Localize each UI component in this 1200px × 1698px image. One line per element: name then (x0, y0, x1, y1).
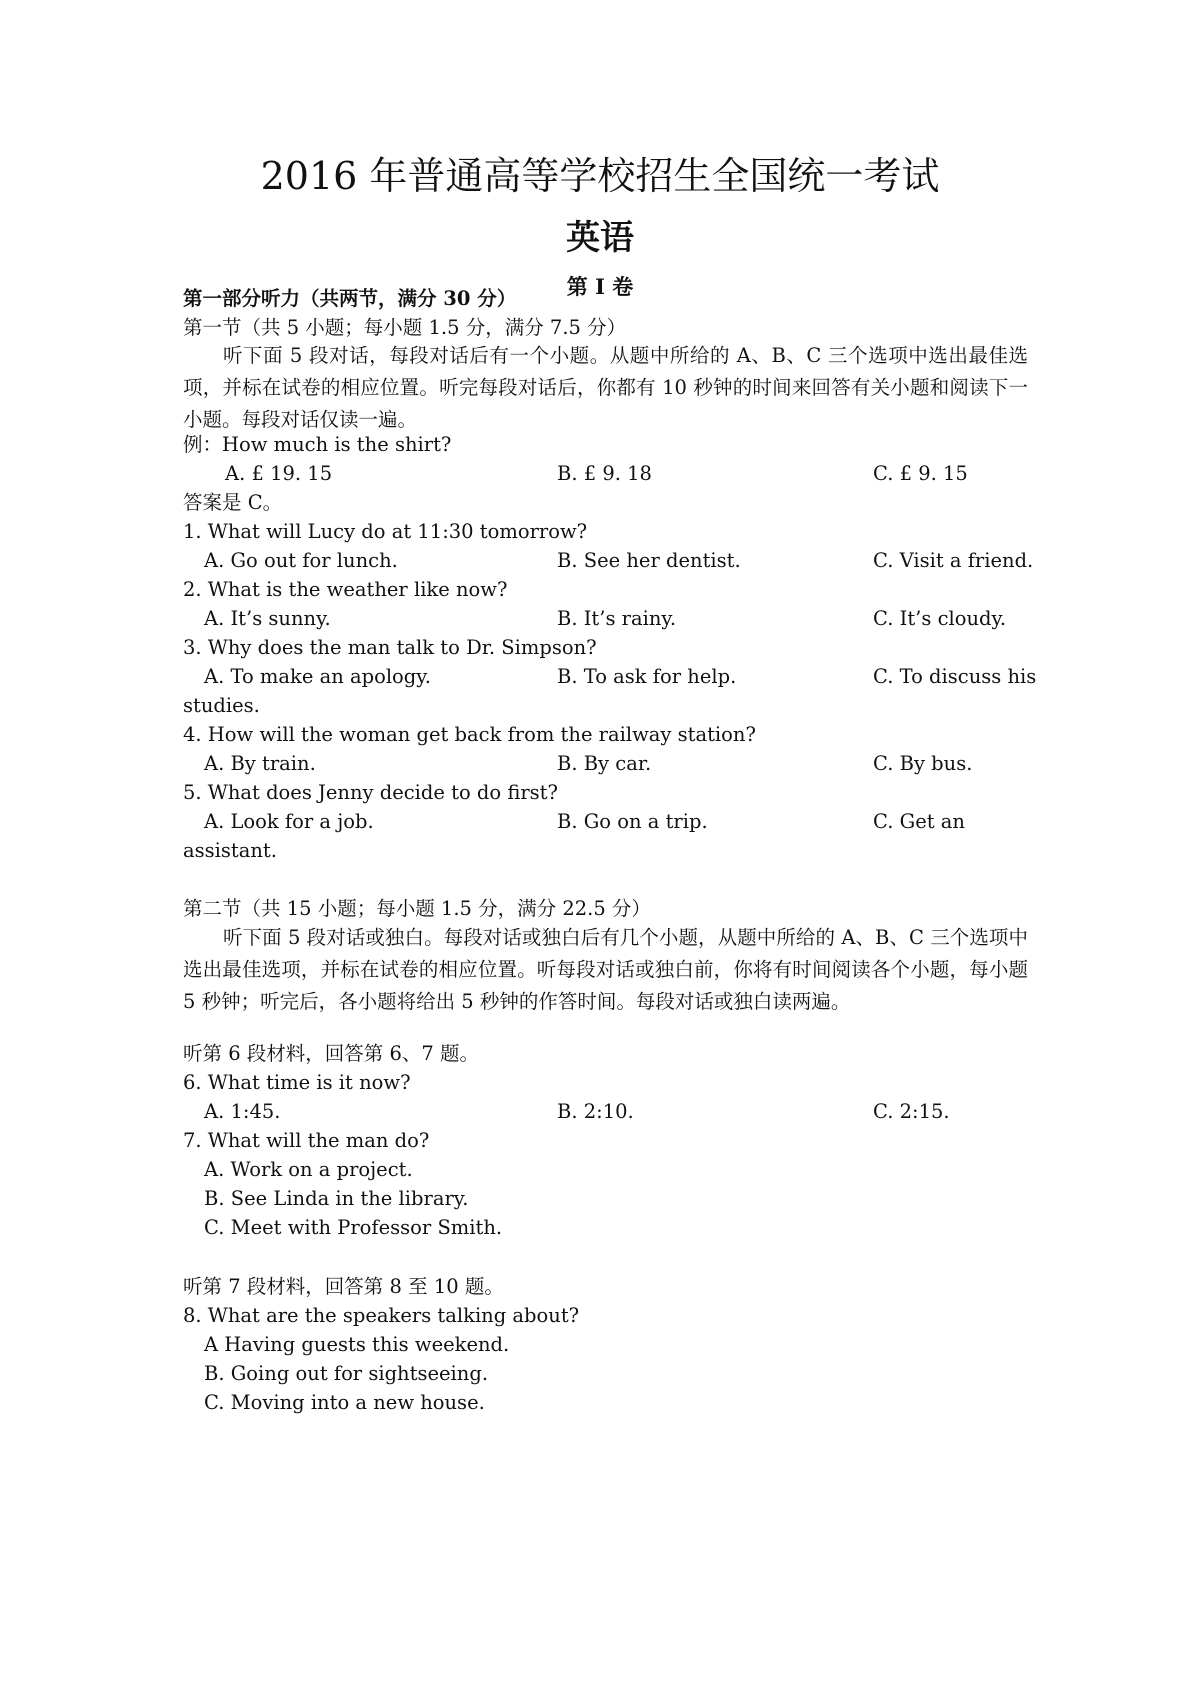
q8-option-a: A Having guests this weekend. (204, 1333, 510, 1356)
q4-option-c: C. By bus. (873, 752, 973, 775)
question-6: 6. What time is it now? (183, 1071, 411, 1094)
q5-option-c: C. Get an (873, 810, 965, 833)
question-1: 1. What will Lucy do at 11:30 tomorrow? (183, 520, 588, 543)
example-answer: 答案是 C。 (183, 491, 283, 514)
question-7: 7. What will the man do? (183, 1129, 430, 1152)
exam-title: 2016 年普通高等学校招生全国统一考试 (260, 154, 940, 198)
section1-heading: 第一节（共 5 小题；每小题 1.5 分，满分 7.5 分） (183, 316, 627, 339)
q8-option-b: B. Going out for sightseeing. (204, 1362, 489, 1385)
q8-option-c: C. Moving into a new house. (204, 1391, 485, 1414)
q7-option-a: A. Work on a project. (204, 1158, 413, 1181)
material7-intro: 听第 7 段材料，回答第 8 至 10 题。 (183, 1275, 504, 1298)
q3-option-a: A. To make an apology. (204, 665, 431, 688)
q6-option-b: B. 2:10. (557, 1100, 634, 1123)
section2-instructions: 听下面 5 段对话或独白。每段对话或独白后有几个小题，从题中所给的 A、B、C 三个选项中选出最佳选项，并标在试卷的相应位置。听每段对话或独白前，你将有时间阅读各个小题，每小题 5 秒钟；听完后，各小题将给出 5 秒钟的作答时间。每段对话或独白读两遍。 (183, 926, 1028, 1013)
q4-option-b: B. By car. (557, 752, 652, 775)
subject-title: 英语 (566, 218, 634, 258)
q5-option-b: B. Go on a trip. (557, 810, 708, 833)
q2-option-a: A. It’s sunny. (204, 607, 331, 630)
q5-option-c-continued: assistant. (183, 839, 277, 862)
question-8: 8. What are the speakers talking about? (183, 1304, 580, 1327)
q5-option-a: A. Look for a job. (204, 810, 374, 833)
q6-option-c: C. 2:15. (873, 1100, 950, 1123)
question-3: 3. Why does the man talk to Dr. Simpson? (183, 636, 597, 659)
part1-heading: 第一部分听力（共两节，满分 30 分） (183, 287, 517, 310)
question-4: 4. How will the woman get back from the railway station? (183, 723, 756, 746)
question-2: 2. What is the weather like now? (183, 578, 508, 601)
example-question: 例：How much is the shirt? (183, 433, 452, 456)
question-5: 5. What does Jenny decide to do first? (183, 781, 558, 804)
q3-option-b: B. To ask for help. (557, 665, 737, 688)
section2-heading: 第二节（共 15 小题；每小题 1.5 分，满分 22.5 分） (183, 897, 651, 920)
q7-option-c: C. Meet with Professor Smith. (204, 1216, 503, 1239)
volume-title: 第 I 卷 (566, 274, 634, 299)
q1-option-c: C. Visit a friend. (873, 549, 1034, 572)
q3-option-c-continued: studies. (183, 694, 260, 717)
q1-option-b: B. See her dentist. (557, 549, 741, 572)
material6-intro: 听第 6 段材料，回答第 6、7 题。 (183, 1042, 480, 1065)
example-option-a: A. £ 19. 15 (225, 462, 333, 485)
q2-option-b: B. It’s rainy. (557, 607, 677, 630)
q3-option-c: C. To discuss his (873, 665, 1037, 688)
q1-option-a: A. Go out for lunch. (204, 549, 398, 572)
q7-option-b: B. See Linda in the library. (204, 1187, 469, 1210)
q2-option-c: C. It’s cloudy. (873, 607, 1007, 630)
example-option-b: B. £ 9. 18 (557, 462, 652, 485)
q6-option-a: A. 1:45. (204, 1100, 281, 1123)
q4-option-a: A. By train. (204, 752, 316, 775)
example-option-c: C. £ 9. 15 (873, 462, 968, 485)
section1-instructions: 听下面 5 段对话，每段对话后有一个小题。从题中所给的 A、B、C 三个选项中选出最佳选项，并标在试卷的相应位置。听完每段对话后，你都有 10 秒钟的时间来回答有关小题和阅读下一小题。每段对话仅读一遍。 (183, 344, 1028, 431)
